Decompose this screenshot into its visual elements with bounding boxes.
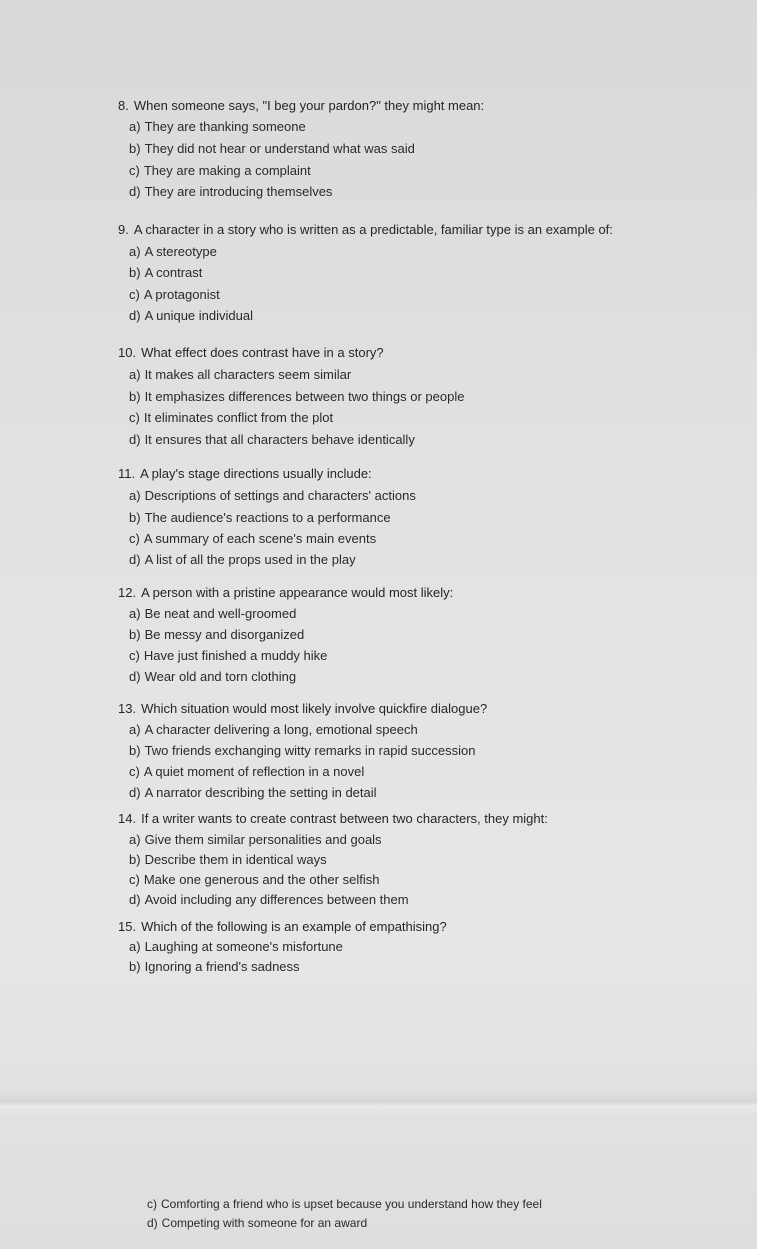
question-9-option-d: d) A unique individual [129, 308, 253, 323]
question-8-option-d: d) They are introducing themselves [129, 184, 333, 199]
question-14-option-b: b) Describe them in identical ways [129, 852, 327, 867]
question-11-text: 11. A play's stage directions usually include: [118, 466, 372, 481]
question-14-option-a: a) Give them similar personalities and goals [129, 832, 382, 847]
question-10-option-a: a) It makes all characters seem similar [129, 367, 352, 382]
paper-fold-shadow [0, 1088, 757, 1118]
question-13-option-b: b) Two friends exchanging witty remarks in rapid succession [129, 743, 476, 758]
question-9-text: 9. A character in a story who is written as a predictable, familiar type is an example of: [118, 222, 613, 237]
question-10-text: 10. What effect does contrast have in a story? [118, 345, 384, 360]
question-14-option-c: c) Make one generous and the other selfish [129, 872, 380, 887]
question-15-option-a: a) Laughing at someone's misfortune [129, 939, 343, 954]
question-12-text: 12. A person with a pristine appearance would most likely: [118, 585, 454, 600]
question-15-option-c: c) Comforting a friend who is upset because you understand how they feel [147, 1197, 542, 1211]
question-13-option-d: d) A narrator describing the setting in detail [129, 785, 377, 800]
question-12-option-d: d) Wear old and torn clothing [129, 669, 297, 684]
question-12-option-c: c) Have just finished a muddy hike [129, 648, 328, 663]
question-11-option-c: c) A summary of each scene's main events [129, 531, 377, 546]
question-9-option-a: a) A stereotype [129, 244, 217, 259]
question-10-option-c: c) It eliminates conflict from the plot [129, 410, 334, 425]
question-14-text: 14. If a writer wants to create contrast between two characters, they might: [118, 811, 548, 826]
question-13-option-a: a) A character delivering a long, emotional speech [129, 722, 418, 737]
question-10-option-d: d) It ensures that all characters behave identically [129, 432, 415, 447]
question-8-option-b: b) They did not hear or understand what was said [129, 141, 415, 156]
question-15-option-d: d) Competing with someone for an award [147, 1216, 368, 1230]
question-13-text: 13. Which situation would most likely involve quickfire dialogue? [118, 701, 488, 716]
question-15-text: 15. Which of the following is an example of empathising? [118, 919, 447, 934]
question-11-option-b: b) The audience's reactions to a performance [129, 510, 391, 525]
question-8-option-c: c) They are making a complaint [129, 163, 311, 178]
question-12-option-b: b) Be messy and disorganized [129, 627, 305, 642]
question-13-option-c: c) A quiet moment of reflection in a novel [129, 764, 365, 779]
question-8-option-a: a) They are thanking someone [129, 119, 306, 134]
question-9-option-c: c) A protagonist [129, 287, 220, 302]
question-11-option-a: a) Descriptions of settings and characters' actions [129, 488, 416, 503]
question-9-option-b: b) A contrast [129, 265, 203, 280]
question-12-option-a: a) Be neat and well-groomed [129, 606, 297, 621]
question-10-option-b: b) It emphasizes differences between two things or people [129, 389, 465, 404]
question-8-text: 8. When someone says, "I beg your pardon?" they might mean: [118, 98, 485, 113]
question-14-option-d: d) Avoid including any differences between them [129, 892, 409, 907]
question-15-option-b: b) Ignoring a friend's sadness [129, 959, 300, 974]
question-11-option-d: d) A list of all the props used in the play [129, 552, 356, 567]
